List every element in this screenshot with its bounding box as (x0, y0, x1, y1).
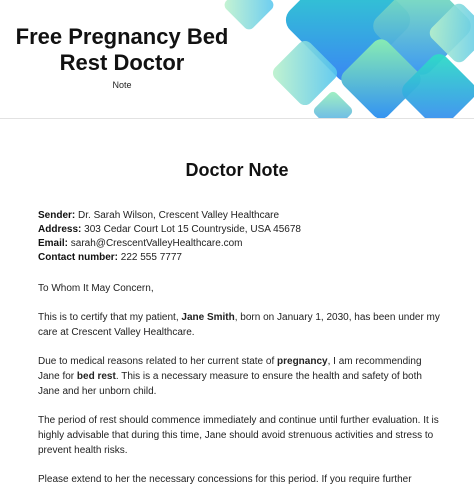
text-run: , born on January 1, 2030, has been under my care at Crescent Valley Healthcare. (38, 312, 440, 338)
paragraph-certification (38, 310, 442, 340)
title-line-1: Free Pregnancy Bed (15, 24, 229, 49)
emphasis-bed-rest: bed rest (76, 371, 116, 382)
header-divider (0, 118, 474, 119)
paragraph-recommendation (38, 354, 442, 399)
document-header (0, 0, 474, 118)
page-title (0, 24, 244, 76)
emphasis-pregnancy: pregnancy (277, 356, 328, 367)
address-value: 303 Cedar Court Lot 15 Countryside, USA 45678 (81, 224, 301, 235)
email-label: Email: (38, 238, 69, 249)
contact-label: Contact number: (38, 252, 118, 263)
paragraph-concessions: Please extend to her the necessary concessions for this period. If you require further (38, 474, 412, 485)
salutation: To Whom It May Concern, (38, 283, 154, 294)
sender-value: Dr. Sarah Wilson, Crescent Valley Healthcare (75, 210, 280, 221)
address-line (38, 223, 448, 237)
contact-value: 222 555 7777 (118, 252, 182, 263)
patient-name: Jane Smith (181, 312, 235, 323)
sender-details (38, 209, 448, 265)
address-label: Address: (38, 224, 82, 235)
paragraph-rest-period: The period of rest should commence immediately and continue until further evaluation. It is highly advisable that during this time, Jane should avoid strenuous activities and stress to prevent health risks. (38, 415, 439, 456)
email-value: sarah@CrescentValleyHealthcare.com (68, 238, 243, 249)
document-heading: Doctor Note (185, 160, 289, 180)
page-subtitle: Note (112, 80, 132, 90)
text-run: . This is a necessary measure to ensure the health and safety of both Jane and her unborn child. (38, 371, 422, 397)
letter-body (38, 281, 442, 501)
sender-label: Sender: (38, 210, 76, 221)
text-run: This is to certify that my patient, (38, 312, 182, 323)
text-run: Due to medical reasons related to her current state of (38, 356, 278, 367)
email-line (38, 237, 448, 251)
text-run: , I am recommending Jane for (38, 356, 422, 382)
title-line-2: Rest Doctor (59, 50, 185, 75)
contact-line (38, 251, 448, 265)
sender-line (38, 209, 448, 223)
